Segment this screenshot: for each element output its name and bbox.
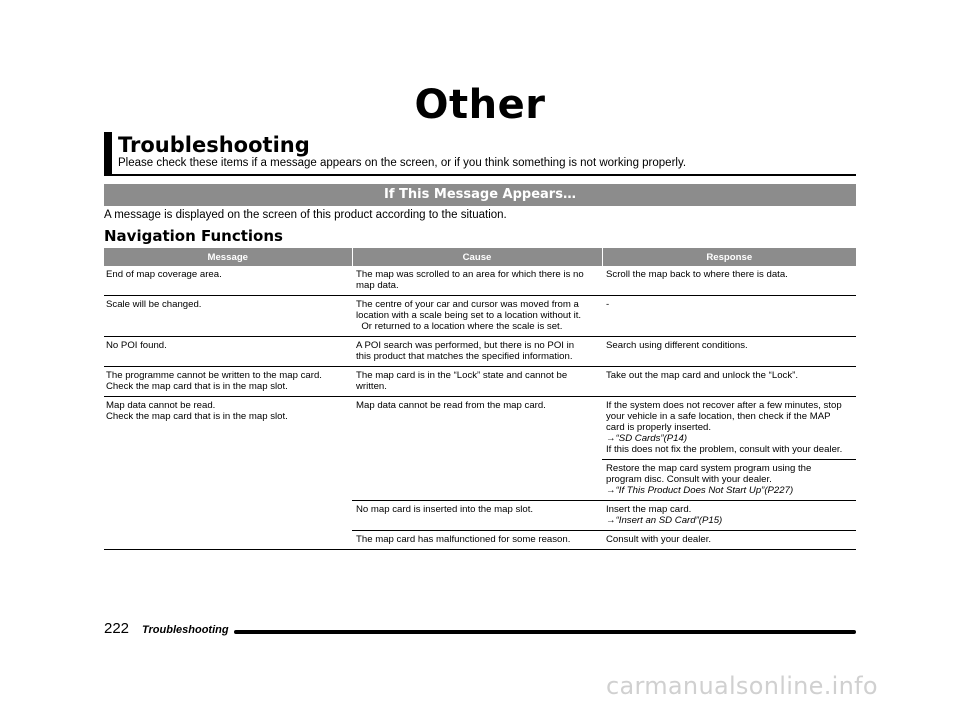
table-row: [104, 397, 856, 460]
section-accent-bar: [104, 132, 112, 174]
response-cell: [602, 501, 856, 531]
cell-text: written.: [356, 381, 387, 392]
cell-text: program disc. Consult with your dealer.: [606, 474, 772, 485]
response-cell: [602, 266, 856, 296]
section-description: Please check these items if a message appears on the screen, or if you think something is not working properly.: [118, 157, 687, 169]
cell-text: The map was scrolled to an area for which there is no: [356, 269, 584, 280]
header-response: Response: [602, 248, 856, 266]
table-row: [104, 337, 856, 367]
cell-text: The map card is in the “Lock” state and cannot be: [356, 370, 568, 381]
cell-text: The programme cannot be written to the map card.: [106, 370, 322, 381]
cell-text: Scroll the map back to where there is data.: [606, 269, 788, 280]
cell-text: Map data cannot be read.: [106, 400, 216, 411]
page-reference-link[interactable]: →“Insert an SD Card”(P15): [606, 515, 723, 526]
response-cell: [602, 296, 856, 337]
cell-text: Check the map card that is in the map slot.: [106, 381, 288, 392]
cell-text: The map card has malfunctioned for some reason.: [356, 534, 571, 545]
navigation-functions-heading: Navigation Functions: [104, 227, 283, 245]
response-cell: [602, 397, 856, 460]
cell-text: A POI search was performed, but there is no POI in: [356, 340, 575, 351]
response-cell: [602, 531, 856, 550]
cause-cell: [352, 397, 602, 501]
cell-text: your vehicle in a safe location, then check if the MAP: [606, 411, 831, 422]
message-cell: [104, 397, 352, 550]
cell-text: -: [606, 299, 610, 310]
cell-text: Scale will be changed.: [106, 299, 202, 310]
response-cell: [602, 337, 856, 367]
cell-text: If the system does not recover after a few minutes, stop: [606, 400, 842, 411]
cell-text: Map data cannot be read from the map card.: [356, 400, 546, 411]
cause-cell: [352, 367, 602, 397]
cell-text: Take out the map card and unlock the “Lock”.: [606, 370, 798, 381]
cell-text: card is properly inserted.: [606, 422, 712, 433]
table-row: [104, 296, 856, 337]
cell-text: Consult with your dealer.: [606, 534, 712, 545]
cause-cell: [352, 531, 602, 550]
cell-text: The centre of your car and cursor was moved from a: [356, 299, 579, 310]
cell-text: this product that matches the specified information.: [356, 351, 573, 362]
header-cause: Cause: [352, 248, 602, 266]
cell-text: No map card is inserted into the map slot.: [356, 504, 534, 515]
section-divider: [104, 174, 856, 176]
cell-text: Restore the map card system program using the: [606, 463, 812, 474]
watermark: carmanualsonline.info: [606, 672, 878, 700]
response-cell: [602, 460, 856, 501]
cause-cell: [352, 501, 602, 531]
page-title: Other: [414, 82, 546, 128]
cause-cell: [352, 266, 602, 296]
response-cell: [602, 367, 856, 397]
footer-section-label: Troubleshooting: [142, 624, 229, 636]
banner-description: A message is displayed on the screen of this product according to the situation.: [104, 209, 507, 221]
cell-text: End of map coverage area.: [106, 269, 222, 280]
cell-text: location with a scale being set to a location without it.: [356, 310, 582, 321]
message-banner: If This Message Appears…: [104, 184, 856, 206]
page-reference-link[interactable]: →“If This Product Does Not Start Up”(P227): [606, 485, 794, 496]
footer-rule: [234, 630, 856, 634]
message-cell: [104, 337, 352, 367]
cell-text: Search using different conditions.: [606, 340, 748, 351]
page-reference-link[interactable]: →“SD Cards”(P14): [606, 433, 688, 444]
message-cell: [104, 367, 352, 397]
cell-text: Check the map card that is in the map slot.: [106, 411, 288, 422]
navigation-messages-table: [104, 248, 856, 550]
cause-cell: [352, 337, 602, 367]
page-number: 222: [104, 620, 130, 637]
message-cell: [104, 296, 352, 337]
table-header-row: [104, 248, 856, 266]
cell-text: Or returned to a location where the scale is set.: [356, 321, 563, 332]
table-row: [104, 266, 856, 296]
cell-text: If this does not fix the problem, consult with your dealer.: [606, 444, 843, 455]
cell-text: map data.: [356, 280, 399, 291]
cell-text: No POI found.: [106, 340, 167, 351]
cell-text: Insert the map card.: [606, 504, 692, 515]
cause-cell: [352, 296, 602, 337]
header-message: Message: [104, 248, 352, 266]
table-row: [104, 367, 856, 397]
message-cell: [104, 266, 352, 296]
section-title: Troubleshooting: [118, 133, 310, 157]
